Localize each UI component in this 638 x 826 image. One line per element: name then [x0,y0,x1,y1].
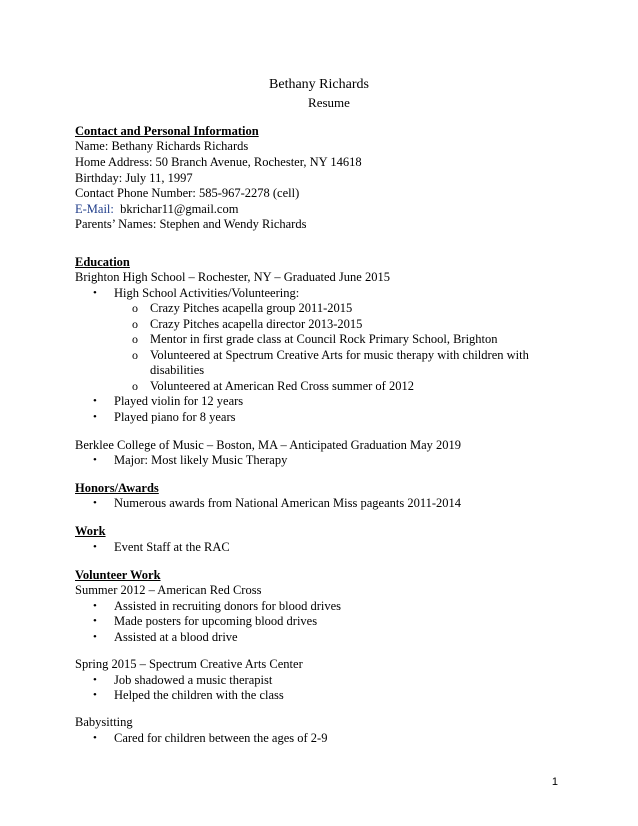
volunteer-item: Job shadowed a music therapist [114,673,273,687]
contact-birthday: Birthday: July 11, 1997 [75,171,193,185]
bullet-marker: • [93,689,97,701]
contact-name: Name: Bethany Richards Richards [75,139,249,153]
contact-email [75,202,238,217]
volunteer-babysitting-title: Babysitting [75,715,133,729]
activity-item: Volunteered at American Red Cross summer of 2012 [150,379,414,393]
work-heading: Work [75,524,106,538]
bullet-marker: • [93,600,97,612]
bullet-marker: • [93,411,97,423]
bullet-marker: • [93,541,97,553]
bullet-marker: • [93,395,97,407]
email-label: E-Mail: [75,202,114,216]
education-activities: High School Activities/Volunteering: [114,286,300,300]
volunteer-spectrum-title: Spring 2015 – Spectrum Creative Arts Center [75,657,303,671]
education-heading: Education [75,255,130,269]
activity-item: Crazy Pitches acapella group 2011-2015 [150,301,353,315]
circle-marker: o [132,379,138,393]
activity-item: Mentor in first grade class at Council Rock Primary School, Brighton [150,332,498,346]
activity-item: Crazy Pitches acapella director 2013-2015 [150,317,363,331]
contact-heading: Contact and Personal Information [75,124,259,138]
activity-item-continued: disabilities [150,363,205,377]
bullet-marker: • [93,732,97,744]
circle-marker: o [132,348,138,362]
volunteer-item: Assisted at a blood drive [114,630,238,644]
volunteer-item: Made posters for upcoming blood drives [114,614,318,628]
bullet-marker: • [93,631,97,643]
education-school-2: Berklee College of Music – Boston, MA – Anticipated Graduation May 2019 [75,438,462,452]
honors-item: Numerous awards from National American Miss pageants 2011-2014 [114,496,462,510]
bullet-marker: • [93,454,97,466]
circle-marker: o [132,301,138,315]
bullet-marker: • [93,287,97,299]
page-number: 1 [551,776,558,788]
education-major: Major: Most likely Music Therapy [114,453,288,467]
education-piano: Played piano for 8 years [114,410,236,424]
volunteer-redcross-title: Summer 2012 – American Red Cross [75,583,262,597]
education-violin: Played violin for 12 years [114,394,244,408]
contact-parents: Parents’ Names: Stephen and Wendy Richards [75,217,307,231]
bullet-marker: • [93,615,97,627]
circle-marker: o [132,317,138,331]
work-item: Event Staff at the RAC [114,540,230,554]
volunteer-heading: Volunteer Work [75,568,161,582]
education-school-1: Brighton High School – Rochester, NY – Graduated June 2015 [75,270,390,284]
contact-phone: Contact Phone Number: 585-967-2278 (cell) [75,186,300,200]
activity-item: Volunteered at Spectrum Creative Arts for music therapy with children with [150,348,529,362]
volunteer-item: Cared for children between the ages of 2-9 [114,731,328,745]
bullet-marker: • [93,674,97,686]
volunteer-item: Helped the children with the class [114,688,284,702]
resume-name: Bethany Richards [269,77,369,92]
volunteer-item: Assisted in recruiting donors for blood drives [114,599,342,613]
resume-subtitle: Resume [308,95,350,110]
honors-heading: Honors/Awards [75,481,159,495]
contact-address: Home Address: 50 Branch Avenue, Rochester, NY 14618 [75,155,362,169]
email-value[interactable]: bkrichar11@gmail.com [120,202,239,216]
bullet-marker: • [93,497,97,509]
circle-marker: o [132,332,138,346]
